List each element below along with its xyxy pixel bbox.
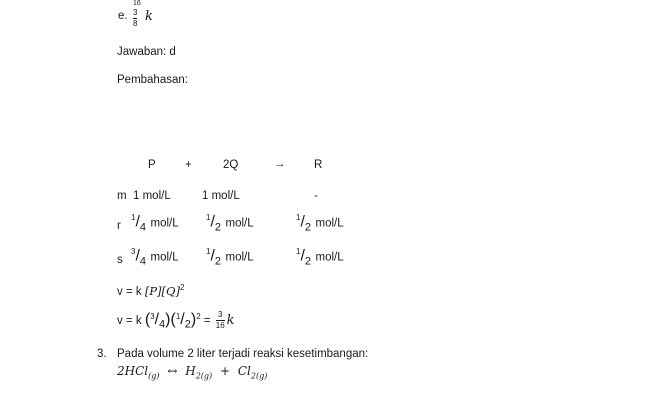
unit: mol/L (225, 217, 254, 230)
eq-cl: Cl (237, 364, 251, 378)
numerator: 1 (175, 312, 181, 322)
discussion-heading: Pembahasan: (117, 74, 188, 86)
reaction-arrow: → (274, 158, 286, 170)
numerator: 1 (206, 247, 211, 256)
unit: mol/L (225, 251, 254, 264)
numerator: 1 (296, 247, 301, 256)
fraction-numerator: 3 (217, 310, 223, 320)
option-e-variable: k (145, 9, 153, 24)
numerator: 3 (150, 312, 155, 322)
numerator: 1 (131, 213, 136, 222)
row-r-label: r (117, 220, 121, 232)
question-text: Pada volume 2 liter terjadi reaksi kesetimbangan: (117, 348, 369, 360)
rate-law (117, 283, 184, 298)
row-r-p-value: $^1/_4$ mol/L (131, 213, 179, 234)
option-e-label: e. (118, 10, 128, 22)
option-e-fraction (131, 9, 139, 28)
rate-calc-lhs: v = k (117, 315, 145, 327)
denominator: 2 (304, 255, 312, 268)
question-number: 3. (97, 348, 107, 360)
denominator: 4 (159, 318, 166, 331)
row-m-r: - (314, 190, 318, 202)
unit: mol/L (315, 251, 344, 264)
eq-lhs-state: (g) (148, 371, 160, 381)
fraction-denominator: 16 (215, 321, 225, 331)
numerator: 1 (296, 213, 301, 222)
row-s-r-value: $^1/_2$ mol/L (296, 247, 344, 268)
equals-sign: = (200, 315, 214, 327)
numerator: 3 (131, 247, 136, 256)
eq-h-state: 2(g) (195, 371, 213, 381)
row-m-p: 1 mol/L (133, 190, 171, 202)
eq-plus: + (219, 364, 231, 378)
equilibrium-equation (117, 364, 267, 380)
exponent: 2 (196, 312, 201, 322)
row-m-q: 1 mol/L (202, 190, 240, 202)
row-r-r-value: $^1/_2$ mol/L (296, 213, 344, 234)
numerator: 1 (206, 213, 211, 222)
unit: mol/L (315, 217, 344, 230)
eq-cl-state: 2(g) (250, 371, 268, 381)
reactant-q: 2Q (223, 159, 239, 171)
reactant-p: P (148, 159, 156, 171)
denominator: 2 (214, 255, 222, 268)
rate-calculation: v = k $(^3/_4)(^1/_2)^2$ = $\frac{3}{16}$ k (117, 310, 235, 331)
denominator: 4 (139, 255, 147, 268)
row-s-q-value: $^1/_2$ mol/L (206, 247, 254, 268)
row-m-label: m (117, 190, 127, 202)
product-r: R (314, 159, 323, 171)
denominator: 2 (184, 318, 191, 331)
row-s-label: s (117, 254, 123, 266)
denominator: 4 (139, 221, 147, 234)
eq-h: H (185, 364, 196, 378)
answer-text: Jawaban: d (117, 46, 176, 58)
option-e-top-number: 16 (133, 0, 141, 7)
unit: mol/L (150, 251, 179, 264)
rate-law-exponent: 2 (179, 283, 185, 292)
rate-calc-variable: k (226, 313, 235, 328)
fraction-numerator: 3 (133, 8, 138, 17)
unit: mol/L (150, 217, 179, 230)
fraction-denominator: 8 (133, 19, 138, 28)
rate-law-expression: [P][Q] (144, 283, 180, 298)
denominator: 2 (214, 221, 222, 234)
row-r-q-value: $^1/_2$ mol/L (206, 213, 254, 234)
rate-law-lhs: v = k (117, 285, 145, 298)
plus-sign: + (185, 159, 192, 171)
denominator: 2 (304, 221, 312, 234)
equilibrium-arrow: ↔ (167, 364, 178, 378)
eq-lhs: 2HCl (117, 364, 149, 378)
row-s-p-value: $^3/_4$ mol/L (131, 247, 179, 268)
